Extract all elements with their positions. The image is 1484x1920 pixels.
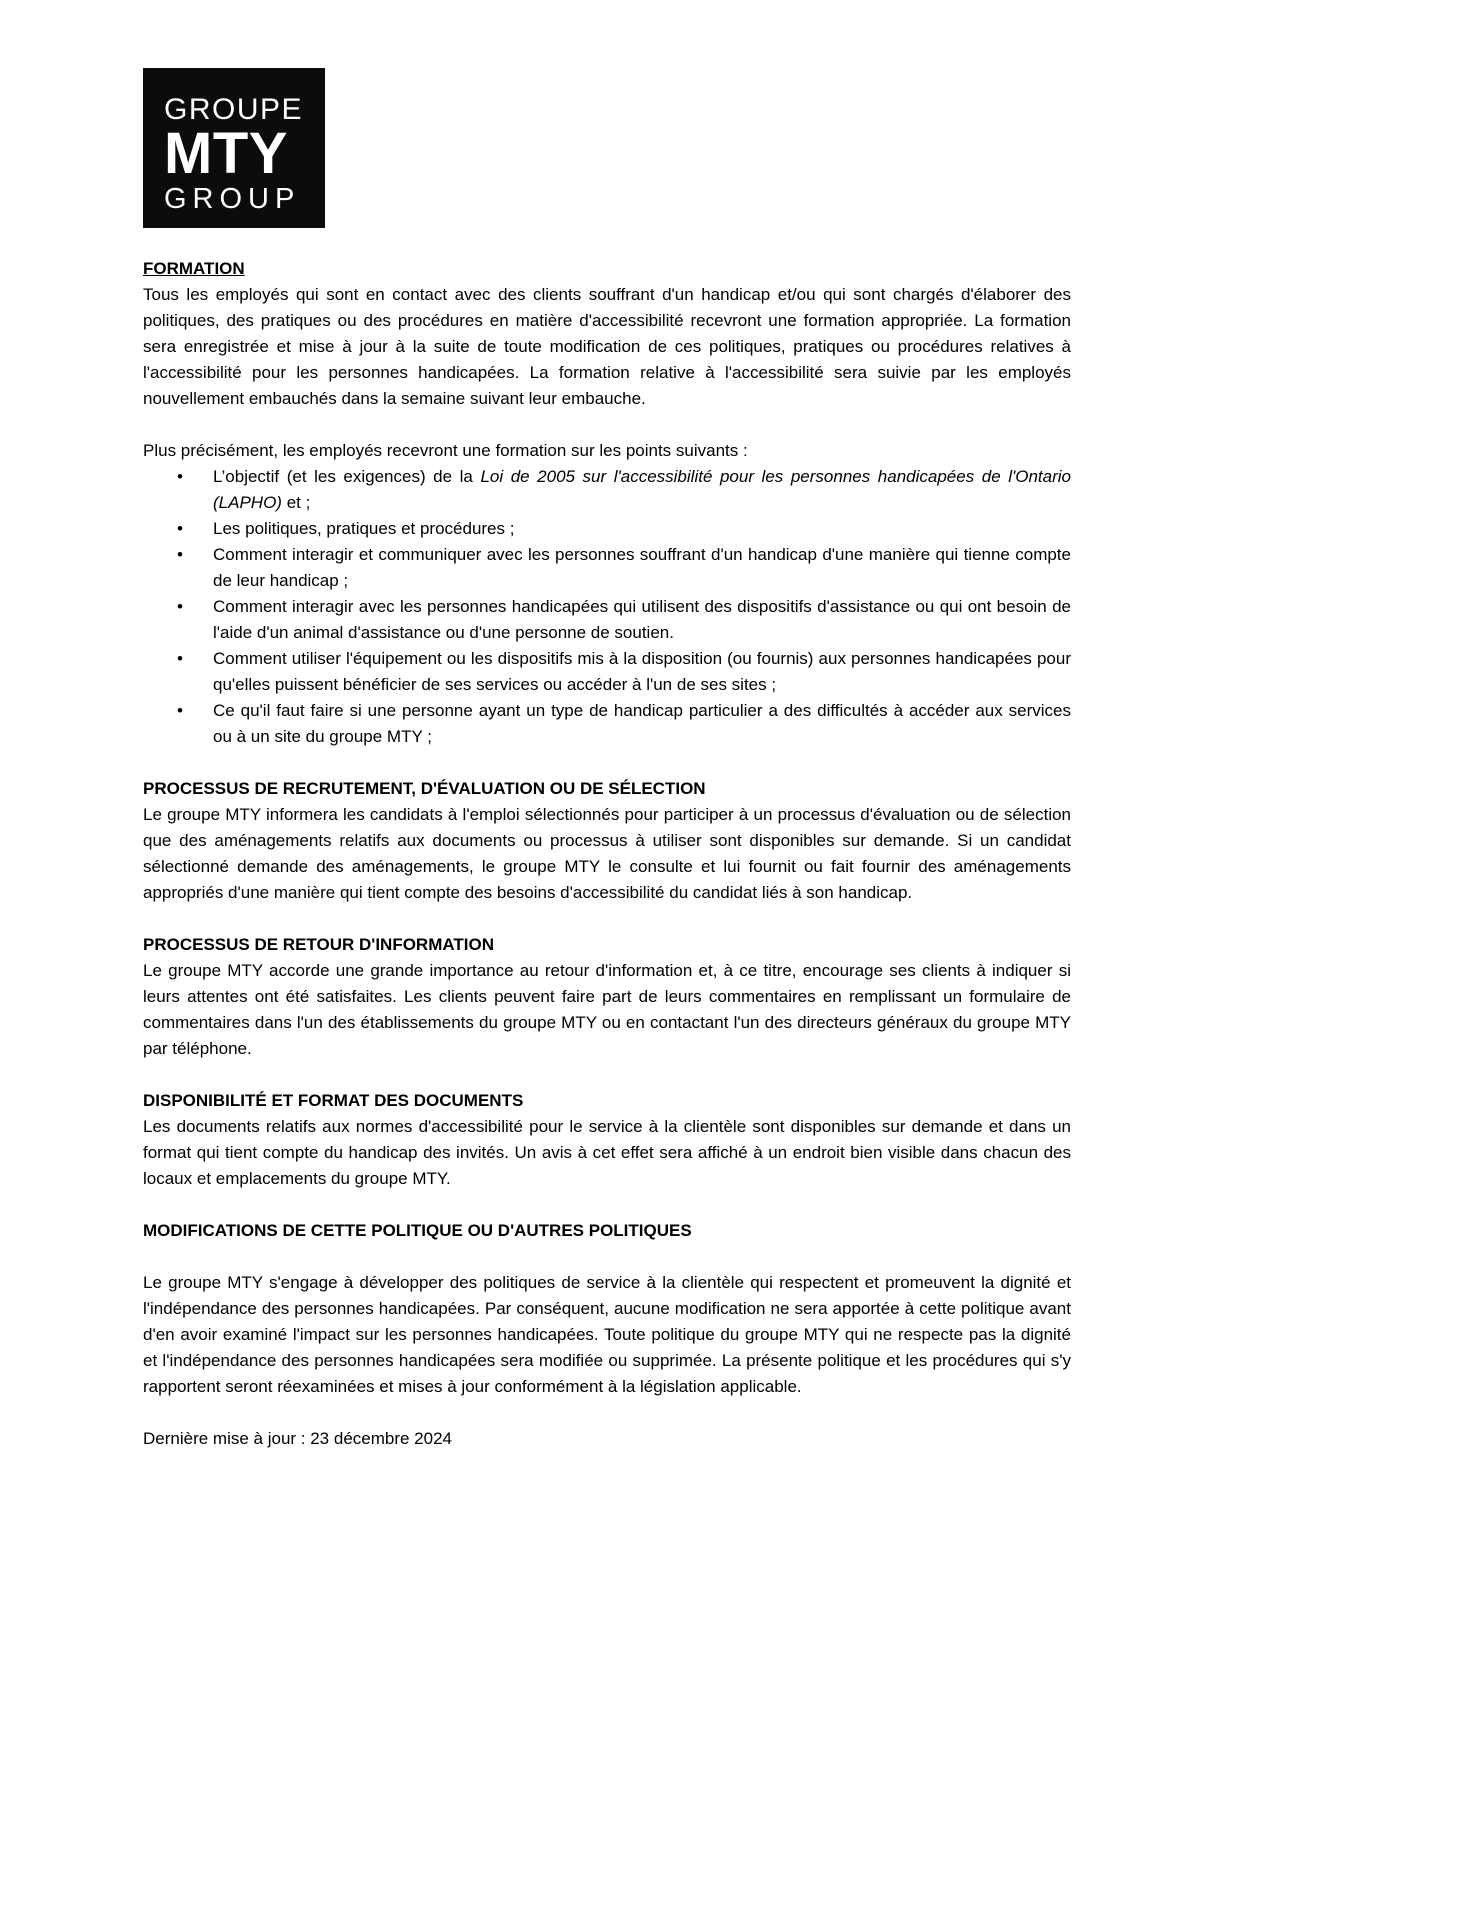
last-updated-line: Dernière mise à jour : 23 décembre 2024 — [143, 1429, 452, 1448]
document-content — [143, 68, 1071, 1452]
bullet-item: • Ce qu'il faut faire si une personne ayant un type de handicap particulier a des difficultés à accéder aux services ou à un site du groupe MTY ; — [213, 698, 1071, 750]
bullet-item: • Comment interagir et communiquer avec les personnes souffrant d'un handicap d'une manière qui tienne compte de leur handicap ; — [213, 542, 1071, 594]
paragraph-modifications: Le groupe MTY s'engage à développer des politiques de service à la clientèle qui respectent et promeuvent la dignité et l'indépendance des personnes handicapées. Par conséquent, aucune modification ne sera apportée à cette politique avant d'en avoir examiné l'impact sur les personnes handicapées. Toute politique du groupe MTY qui ne respecte pas la dignité et l'indépendance des personnes handicapées sera modifiée ou supprimée. La présente politique et les procédures qui s'y rapportent seront réexaminées et mises à jour conformément à la législation applicable. — [143, 1273, 1071, 1396]
section-recrutement — [143, 776, 1071, 906]
logo-text-mty: MTY — [164, 121, 288, 186]
logo-text-group: GROUP — [164, 183, 301, 215]
formation-list-intro: Plus précisément, les employés recevront une formation sur les points suivants : — [143, 441, 748, 460]
bullet-text: L’objectif (et les exigences) de la — [213, 467, 481, 486]
section-retour-information — [143, 932, 1071, 1062]
bullet-item: • Comment interagir avec les personnes handicapées qui utilisent des dispositifs d'assistance ou qui ont besoin de l'aide d'un animal d'assistance ou d'une personne de soutien. — [213, 594, 1071, 646]
bullet-item: • Les politiques, pratiques et procédures ; — [213, 516, 1071, 542]
mty-group-logo — [143, 68, 325, 228]
bullet-item: • Comment utiliser l'équipement ou les dispositifs mis à la disposition (ou fournis) aux personnes handicapées pour qu'elles puissent bénéficier de ses services ou accéder à l'un de ses sites ; — [213, 646, 1071, 698]
heading-modifications: MODIFICATIONS DE CETTE POLITIQUE OU D'AUTRES POLITIQUES — [143, 1221, 692, 1240]
section-modifications — [143, 1218, 1071, 1400]
paragraph-disponibilite: Les documents relatifs aux normes d'accessibilité pour le service à la clientèle sont disponibles sur demande et dans un format qui tient compte du handicap des invités. Un avis à cet effet sera affiché à un endroit bien visible dans chacun des locaux et emplacements du groupe MTY. — [143, 1117, 1071, 1188]
bullet-text-italic: Loi de 2005 sur l'accessibilité pour les personnes handicapées de l'Ontario (LAPHO) — [213, 467, 1072, 512]
heading-formation: FORMATION — [143, 259, 245, 278]
formation-bullet-list — [143, 464, 1071, 750]
paragraph-recrutement: Le groupe MTY informera les candidats à l'emploi sélectionnés pour participer à un processus d'évaluation ou de sélection que des aménagements relatifs aux documents ou processus à utiliser sont disponibles sur demande. Si un candidat sélectionné demande des aménagements, le groupe MTY le consulte et lui fournit ou fait fournir des aménagements appropriés d'une manière qui tient compte des besoins d'accessibilité du candidat liés à son handicap. — [143, 805, 1071, 902]
heading-recrutement: PROCESSUS DE RECRUTEMENT, D'ÉVALUATION OU DE SÉLECTION — [143, 779, 706, 798]
section-formation — [143, 256, 1071, 750]
paragraph-formation: Tous les employés qui sont en contact avec des clients souffrant d'un handicap et/ou qui sont chargés d'élaborer des politiques, des pratiques ou des procédures en matière d'accessibilité recevront une formation appropriée. La formation sera enregistrée et mise à jour à la suite de toute modification de ces politiques, pratiques ou procédures relatives à l'accessibilité pour les personnes handicapées. La formation relative à l'accessibilité sera suivie par les employés nouvellement embauchés dans la semaine suivant leur embauche. — [143, 285, 1071, 408]
section-disponibilite — [143, 1088, 1071, 1192]
heading-disponibilite: DISPONIBILITÉ ET FORMAT DES DOCUMENTS — [143, 1091, 524, 1110]
bullet-text: et ; — [281, 493, 311, 512]
logo-text-groupe: GROUPE — [164, 93, 304, 126]
paragraph-retour-information: Le groupe MTY accorde une grande importance au retour d'information et, à ce titre, encourage ses clients à indiquer si leurs attentes ont été satisfaites. Les clients peuvent faire part de leurs commentaires en remplissant un formulaire de commentaires dans l'un des établissements du groupe MTY ou en contactant l'un des directeurs généraux du groupe MTY par téléphone. — [143, 961, 1071, 1058]
heading-retour-information: PROCESSUS DE RETOUR D'INFORMATION — [143, 935, 494, 954]
bullet-item — [213, 464, 1071, 516]
